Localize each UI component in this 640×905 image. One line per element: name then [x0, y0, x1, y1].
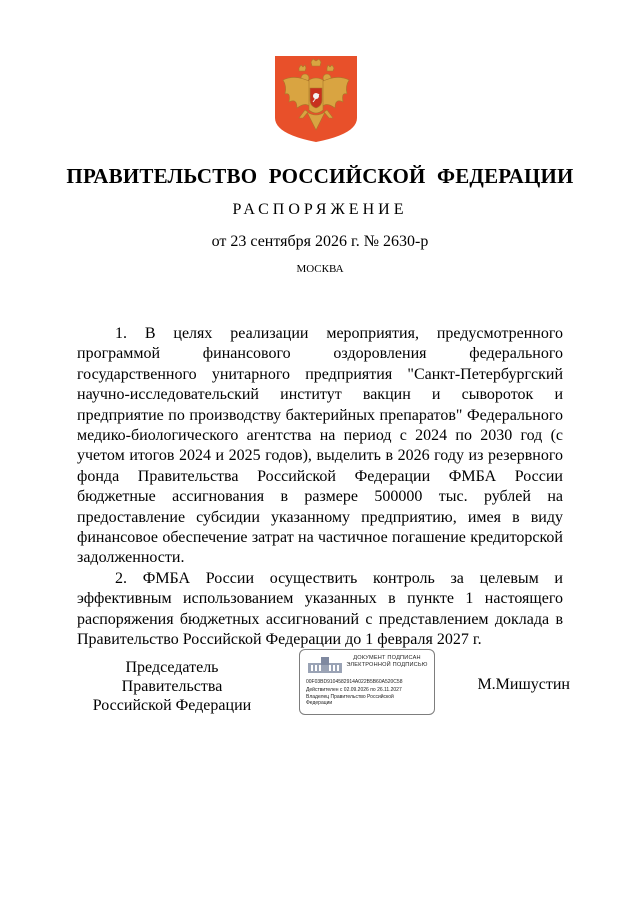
government-title: ПРАВИТЕЛЬСТВО РОССИЙСКОЙ ФЕДЕРАЦИИ	[66, 164, 574, 188]
stamp-owner-line2: Федерации	[306, 700, 333, 706]
electronic-signature-stamp	[299, 649, 435, 715]
signatory-position-line2: Российской Федерации	[92, 697, 252, 714]
paragraph-2: 2. ФМБА России осуществить контроль за целевым и эффективным использованием указанных в пункте 1 настоящего распоряжения бюджетных ассигнований с представлением доклада в Правительство Российской Федерации до 1 февраля 2027 г.	[77, 569, 563, 649]
stamp-title-line2: ЭЛЕКТРОННОЙ ПОДПИСЬЮ	[346, 662, 428, 668]
document-body	[77, 324, 563, 651]
signatory-position-line1: Председатель Правительства	[121, 659, 223, 695]
signatory-name: М.Мишустин	[477, 676, 570, 693]
document-type: РАСПОРЯЖЕНИЕ	[232, 201, 408, 218]
paragraph-1: 1. В целях реализации мероприятия, предусмотренного программой финансового оздоровления федерального государственного унитарного предприятия "Санкт-Петербургский научно-исследовательский институт вакцин и сывороток и предприятие по производству бактерийных препаратов" Федерального медико-биологического агентства на период с 2024 по 2030 год (с учетом итогов 2024 и 2025 годов), выделить в 2026 году из резервного фонда Правительства Российской Федерации ФМБА России бюджетные ассигнования в размере 500000 тыс. рублей на предоставление субсидии указанному предприятию, имея в виду финансовое обеспечение затрат на частичное погашение кредиторской задолженности.	[77, 325, 563, 567]
signatory-position	[78, 658, 266, 715]
stamp-validity: Действителен с 02.09.2026 по 26.11.2027	[306, 687, 402, 693]
stamp-owner-line1: Владелец Правительство Российской	[306, 694, 394, 700]
stamp-title-line1: ДОКУМЕНТ ПОДПИСАН	[353, 655, 421, 661]
document-city: МОСКВА	[296, 263, 344, 275]
document-date-number: от 23 сентября 2026 г. № 2630-р	[211, 233, 429, 250]
coat-of-arms-emblem	[275, 56, 357, 142]
building-icon	[306, 655, 344, 675]
stamp-certificate: 00F03BD9104582914A022B5B60A520C58	[306, 679, 403, 685]
stamp-title	[342, 655, 432, 669]
